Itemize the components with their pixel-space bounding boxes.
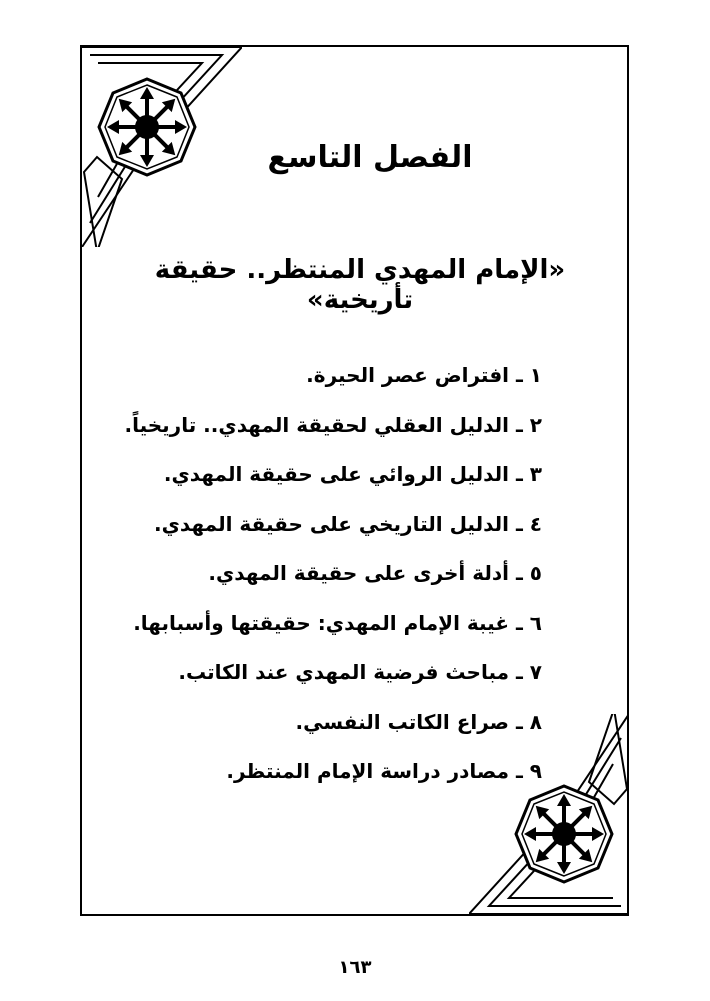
chapter-title: الفصل التاسع <box>267 140 473 175</box>
corner-ornament-top-left-icon <box>82 47 242 247</box>
toc-item: ٥ ـ أدلة أخرى على حقيقة المهدي. <box>208 561 542 585</box>
toc-item: ٣ ـ الدليل الروائي على حقيقة المهدي. <box>163 462 542 486</box>
toc-item: ٤ ـ الدليل التاريخي على حقيقة المهدي. <box>154 511 542 536</box>
table-of-contents <box>124 360 542 806</box>
toc-item: ٢ ـ الدليل العقلي لحقيقة المهدي.. تاريخياً. <box>124 412 542 437</box>
toc-item: ٨ ـ صراع الكاتب النفسي. <box>295 709 542 734</box>
chapter-subtitle: «الإمام المهدي المنتظر.. حقيقة تأريخية» <box>154 255 566 315</box>
toc-item: ٦ ـ غيبة الإمام المهدي: حقيقتها وأسبابها. <box>133 610 542 635</box>
toc-item: ١ ـ افتراض عصر الحيرة. <box>306 363 542 387</box>
page-number: ١٦٣ <box>338 957 372 978</box>
toc-item: ٧ ـ مباحث فرضية المهدي عند الكاتب. <box>178 660 542 684</box>
toc-item: ٩ ـ مصادر دراسة الإمام المنتظر. <box>226 759 542 783</box>
